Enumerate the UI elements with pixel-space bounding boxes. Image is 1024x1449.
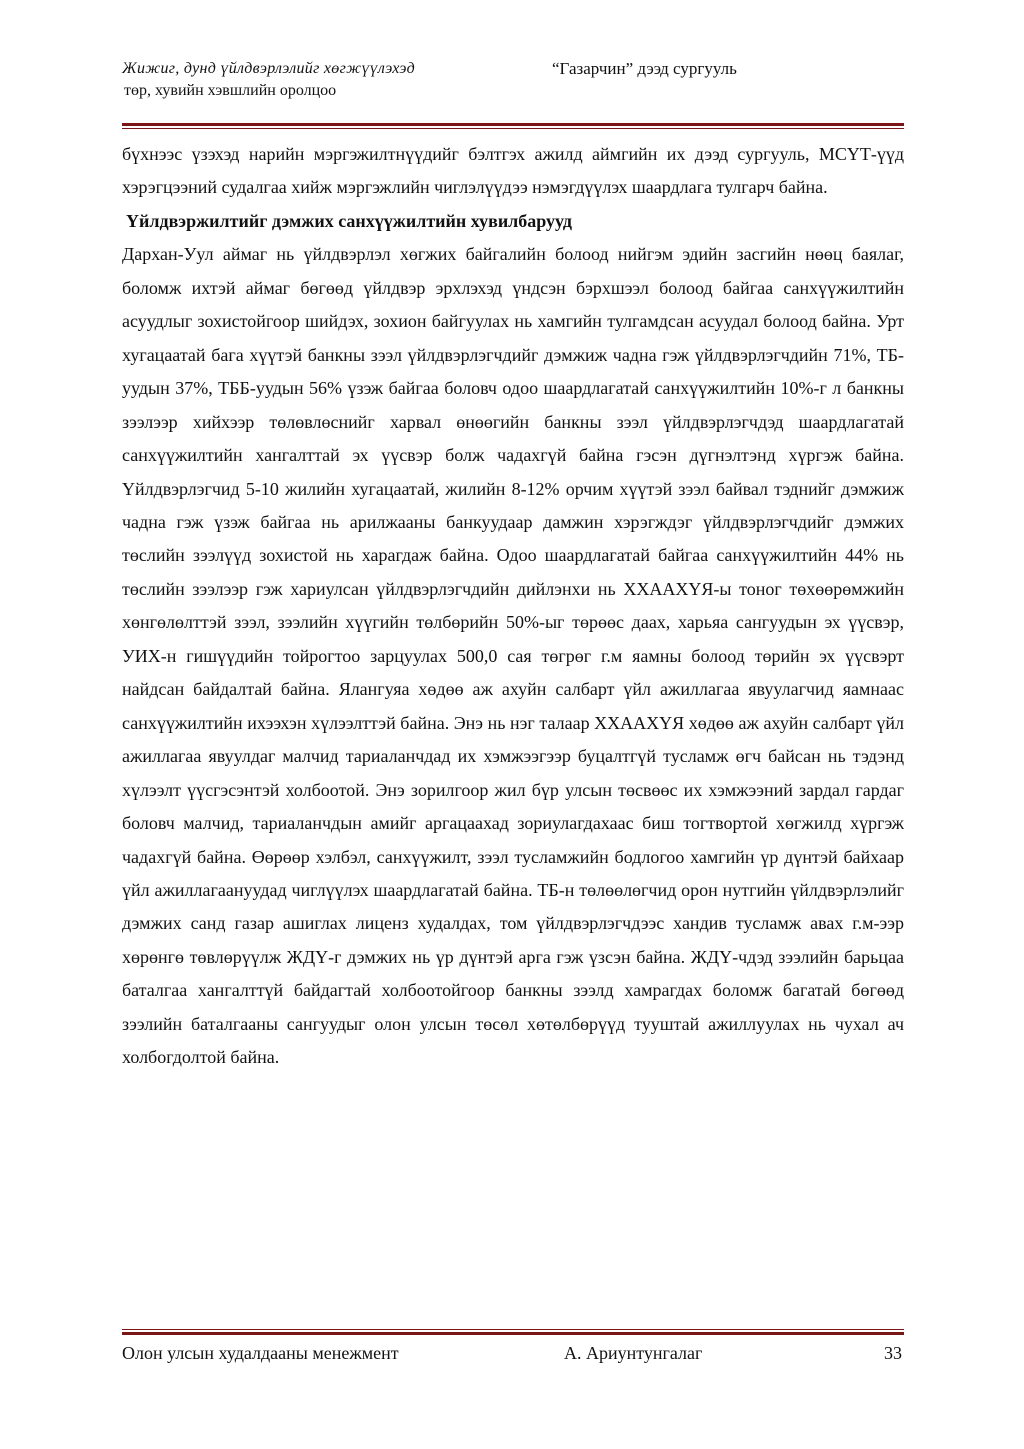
- body-paragraph-2: Дархан-Уул аймаг нь үйлдвэрлэл хөгжих байгалийн болоод нийгэм эдийн засгийн нөөц баялаг, боломж ихтэй аймаг бөгөөд үйлдвэр эрхлэхэд үндсэн бэрхшээл болоод байгаа санхүүжилтийн асуудлыг зохистойгоор шийдэх, зохион байгуулах нь хамгийн тулгамдсан асуудал болоод байна. Урт хугацаатай бага хүүтэй банкны зээл үйлдвэрлэгчдийг дэмжиж чадна гэж үйлдвэрлэгчдийн 71%, ТБ-уудын 37%, ТББ-уудын 56% үзэж байгаа боловч одоо шаардлагатай санхүүжилтийн 10%-г л банкны зээлээр хийхээр төлөвлөснийг харвал өнөөгийн банкны зээл үйлдвэрлэгчдэд шаардлагатай санхүүжилтийн хангалттай эх үүсвэр болж чадахгүй байна гэсэн дүгнэлтэнд хүргэж байна. Үйлдвэрлэгчид 5-10 жилийн хугацаатай, жилийн 8-12% орчим хүүтэй зээл байвал тэднийг дэмжиж чадна гэж үзэж байгаа нь арилжааны банкуудаар дамжин хэрэгждэг үйлдвэрлэгчдийг дэмжих төслийн зээлүүд зохистой нь харагдаж байна. Одоо шаардлагатай байгаа санхүүжилтийн 44% нь төслийн зээлээр гэж хариулсан үйлдвэрлэгчдийн дийлэнхи нь ХХААХҮЯ-ы тоног төхөөрөмжийн хөнгөлөлттэй зээл, зээлийн хүүгийн төлбөрийн 50%-ыг төрөөс даах, харьяа сангуудын эх үүсвэр, УИХ-н гишүүдийн тойрогтоо зарцуулах 500,0 сая төгрөг г.м яамны болоод төрийн эх үүсвэрт найдсан байдалтай байна. Ялангуяа хөдөө аж ахуйн салбарт үйл ажиллагаа явуулагчид яамнаас санхүүжилтийн ихээхэн хүлээлттэй байна. Энэ нь нэг талаар ХХААХҮЯ хөдөө аж ахуйн салбарт үйл ажиллагаа явуулдаг малчид тариаланчдад их хэмжээгээр буцалтгүй тусламж өгч байсан нь тэдэнд хүлээлт үүсгэсэнтэй холбоотой. Энэ зорилгоор жил бүр улсын төсвөөс их хэмжээний зардал гардаг боловч малчид, тариаланчдын амийг аргацаахад зориулагдахаас биш тогтвортой хөгжилд хүргэж чадахгүй байна. Өөрөөр хэлбэл, санхүүжилт, зээл тусламжийн бодлогоо хамгийн үр дүнтэй байхаар үйл ажиллагаануудад чиглүүлэх шаардлагатай байна. ТБ-н төлөөлөгчид орон нутгийн үйлдвэрлэлийг дэмжих санд газар ашиглах лиценз худалдах, том үйлдвэрлэгчдээс хандив тусламж авах г.м-ээр хөрөнгө төвлөрүүлж ЖДҮ-г дэмжих нь үр дүнтэй арга гэж үзсэн байна. ЖДҮ-чдэд зээлийн барьцаа баталгаа хангалттүй байдагтай холбоотойгоор банкны зээлд хамрагдах боломж багатай бөгөөд зээлийн баталгааны сангуудыг олон улсын төсөл хөтөлбөрүүд тууштай ажиллуулах нь чухал ач холбогдолтой байна.: [122, 244, 904, 1068]
- footer-course: Олон улсын худалдааны менежмент: [122, 1343, 399, 1363]
- footer-author: А. Ариунтунгалаг: [564, 1343, 703, 1363]
- section-subheading: Үйлдвэржилтийг дэмжих санхүүжилтийн хувилбарууд: [126, 210, 573, 231]
- page-header: [122, 58, 904, 118]
- footer-divider: [122, 1329, 904, 1335]
- page-body: [122, 138, 904, 1075]
- header-left: [122, 58, 415, 102]
- header-institution: “Газарчин” дээд сургууль: [552, 59, 737, 78]
- page-number: 33: [884, 1343, 902, 1363]
- header-title-line1: Жижиг, дунд үйлдвэрлэлийг хөгжүүлэхэд: [122, 60, 415, 77]
- body-paragraph-1: бүхнээс үзэхэд нарийн мэргэжилтнүүдийг бэлтгэх ажилд аймгийн их дээд сургууль, МСҮТ-үүд хэрэгцээний судалгаа хийж мэргэжлийн чиглэлүүдээ нэмэгдүүлэх шаардлага тулгарч байна.: [122, 144, 904, 198]
- header-title-line2: төр, хувийн хэвшлийн оролцоо: [124, 82, 337, 99]
- page-footer: [122, 1340, 904, 1370]
- header-divider: [122, 123, 904, 129]
